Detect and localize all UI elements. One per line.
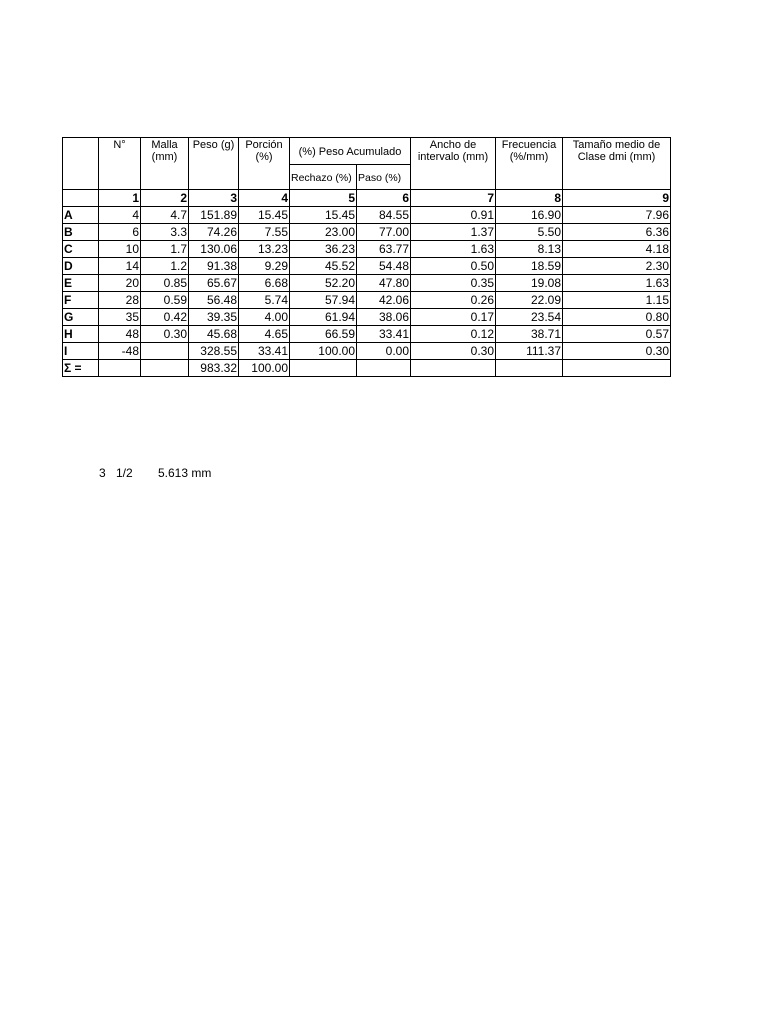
- table-cell: 54.48: [357, 258, 411, 275]
- table-cell: 151.89: [189, 207, 239, 224]
- table-cell: 0.12: [411, 326, 496, 343]
- table-cell: 15.45: [239, 207, 290, 224]
- table-cell: 77.00: [357, 224, 411, 241]
- table-cell: 10: [99, 241, 141, 258]
- table-cell: 4.65: [239, 326, 290, 343]
- table-cell: 0.17: [411, 309, 496, 326]
- table-cell: 57.94: [290, 292, 357, 309]
- table-cell: 13.23: [239, 241, 290, 258]
- table-cell: 18.59: [496, 258, 563, 275]
- table-cell: [141, 343, 189, 360]
- table-cell: 1.63: [411, 241, 496, 258]
- table-cell: 65.67: [189, 275, 239, 292]
- row-label: E: [63, 275, 99, 292]
- column-number: 7: [411, 190, 496, 207]
- row-label: A: [63, 207, 99, 224]
- header-acumulado: (%) Peso Acumulado: [290, 138, 411, 165]
- table-cell: 28: [99, 292, 141, 309]
- table-cell: 0.85: [141, 275, 189, 292]
- table-cell: 8.13: [496, 241, 563, 258]
- table-row: [63, 326, 671, 343]
- table-row: [63, 258, 671, 275]
- table-cell: 6.36: [563, 224, 671, 241]
- column-number: 5: [290, 190, 357, 207]
- table-cell: 0.50: [411, 258, 496, 275]
- table-row: [63, 309, 671, 326]
- table-cell: 0.30: [563, 343, 671, 360]
- table-cell: 38.06: [357, 309, 411, 326]
- table-cell: 20: [99, 275, 141, 292]
- table-cell: 111.37: [496, 343, 563, 360]
- table-cell: 1.15: [563, 292, 671, 309]
- table-cell: 4.18: [563, 241, 671, 258]
- row-label: C: [63, 241, 99, 258]
- column-number: 2: [141, 190, 189, 207]
- column-number: 6: [357, 190, 411, 207]
- corner-cell: [63, 138, 99, 190]
- column-number-blank: [63, 190, 99, 207]
- table-cell: 38.71: [496, 326, 563, 343]
- table-cell: 33.41: [239, 343, 290, 360]
- table-cell: 7.96: [563, 207, 671, 224]
- table-cell: 15.45: [290, 207, 357, 224]
- table-cell: 5.74: [239, 292, 290, 309]
- table-cell: 45.52: [290, 258, 357, 275]
- row-label: D: [63, 258, 99, 275]
- total-cell: [357, 360, 411, 377]
- header-porcion: Porción (%): [239, 138, 290, 190]
- header-peso: Peso (g): [189, 138, 239, 190]
- table-cell: 91.38: [189, 258, 239, 275]
- header-n: N°: [99, 138, 141, 190]
- table-row: [63, 275, 671, 292]
- table-cell: 22.09: [496, 292, 563, 309]
- table-cell: 48: [99, 326, 141, 343]
- header-rechazo: Rechazo (%): [290, 165, 357, 190]
- column-number: 3: [189, 190, 239, 207]
- column-number: 9: [563, 190, 671, 207]
- table-cell: 63.77: [357, 241, 411, 258]
- row-label: H: [63, 326, 99, 343]
- row-label: G: [63, 309, 99, 326]
- table-cell: 39.35: [189, 309, 239, 326]
- table-cell: 1.2: [141, 258, 189, 275]
- table-row: [63, 292, 671, 309]
- column-number: 1: [99, 190, 141, 207]
- table-cell: 0.42: [141, 309, 189, 326]
- column-number-row: [63, 190, 671, 207]
- table-cell: 19.08: [496, 275, 563, 292]
- sum-label: Σ =: [63, 360, 99, 377]
- table-cell: 0.91: [411, 207, 496, 224]
- total-cell: [141, 360, 189, 377]
- table-row: [63, 224, 671, 241]
- table-row: [63, 343, 671, 360]
- table-cell: 66.59: [290, 326, 357, 343]
- table-cell: 9.29: [239, 258, 290, 275]
- table-cell: 45.68: [189, 326, 239, 343]
- table-cell: 74.26: [189, 224, 239, 241]
- row-label: I: [63, 343, 99, 360]
- table-cell: 35: [99, 309, 141, 326]
- table-cell: 56.48: [189, 292, 239, 309]
- table-cell: 36.23: [290, 241, 357, 258]
- total-cell: 983.32: [189, 360, 239, 377]
- table-cell: 0.80: [563, 309, 671, 326]
- table-cell: 33.41: [357, 326, 411, 343]
- table-cell: 4.7: [141, 207, 189, 224]
- total-cell: [290, 360, 357, 377]
- table-cell: -48: [99, 343, 141, 360]
- table-cell: 84.55: [357, 207, 411, 224]
- header-tamano: Tamaño medio de Clase dmi (mm): [563, 138, 671, 190]
- header-ancho: Ancho de intervalo (mm): [411, 138, 496, 190]
- total-cell: [563, 360, 671, 377]
- table-cell: 0.26: [411, 292, 496, 309]
- table-cell: 14: [99, 258, 141, 275]
- table-cell: 0.57: [563, 326, 671, 343]
- table-cell: 1.37: [411, 224, 496, 241]
- table-cell: 3.3: [141, 224, 189, 241]
- table-cell: 4.00: [239, 309, 290, 326]
- header-paso: Paso (%): [357, 165, 411, 190]
- table-cell: 52.20: [290, 275, 357, 292]
- row-label: B: [63, 224, 99, 241]
- row-label: F: [63, 292, 99, 309]
- table-cell: 130.06: [189, 241, 239, 258]
- total-cell: [496, 360, 563, 377]
- header-malla: Malla (mm): [141, 138, 189, 190]
- table-cell: 16.90: [496, 207, 563, 224]
- note-c: 5.613 mm: [158, 466, 212, 480]
- column-number: 4: [239, 190, 290, 207]
- column-number: 8: [496, 190, 563, 207]
- header-frecuencia: Frecuencia (%/mm): [496, 138, 563, 190]
- table-cell: 6: [99, 224, 141, 241]
- table-cell: 23.54: [496, 309, 563, 326]
- table-cell: 2.30: [563, 258, 671, 275]
- table-cell: 0.59: [141, 292, 189, 309]
- table-cell: 0.30: [411, 343, 496, 360]
- total-cell: [99, 360, 141, 377]
- table-cell: 0.30: [141, 326, 189, 343]
- table-cell: 61.94: [290, 309, 357, 326]
- total-cell: 100.00: [239, 360, 290, 377]
- table-cell: 100.00: [290, 343, 357, 360]
- table-cell: 0.35: [411, 275, 496, 292]
- table-cell: 5.50: [496, 224, 563, 241]
- table-cell: 7.55: [239, 224, 290, 241]
- table-cell: 328.55: [189, 343, 239, 360]
- table-cell: 0.00: [357, 343, 411, 360]
- table-cell: 4: [99, 207, 141, 224]
- table-cell: 23.00: [290, 224, 357, 241]
- note-a: 3: [99, 466, 106, 480]
- table-cell: 6.68: [239, 275, 290, 292]
- note-b: 1/2: [116, 466, 133, 480]
- table-row: [63, 207, 671, 224]
- table-cell: 1.7: [141, 241, 189, 258]
- table-cell: 1.63: [563, 275, 671, 292]
- table-cell: 47.80: [357, 275, 411, 292]
- table-cell: 42.06: [357, 292, 411, 309]
- table-row: [63, 241, 671, 258]
- total-cell: [411, 360, 496, 377]
- totals-row: [63, 360, 671, 377]
- granulometry-table: [62, 137, 671, 377]
